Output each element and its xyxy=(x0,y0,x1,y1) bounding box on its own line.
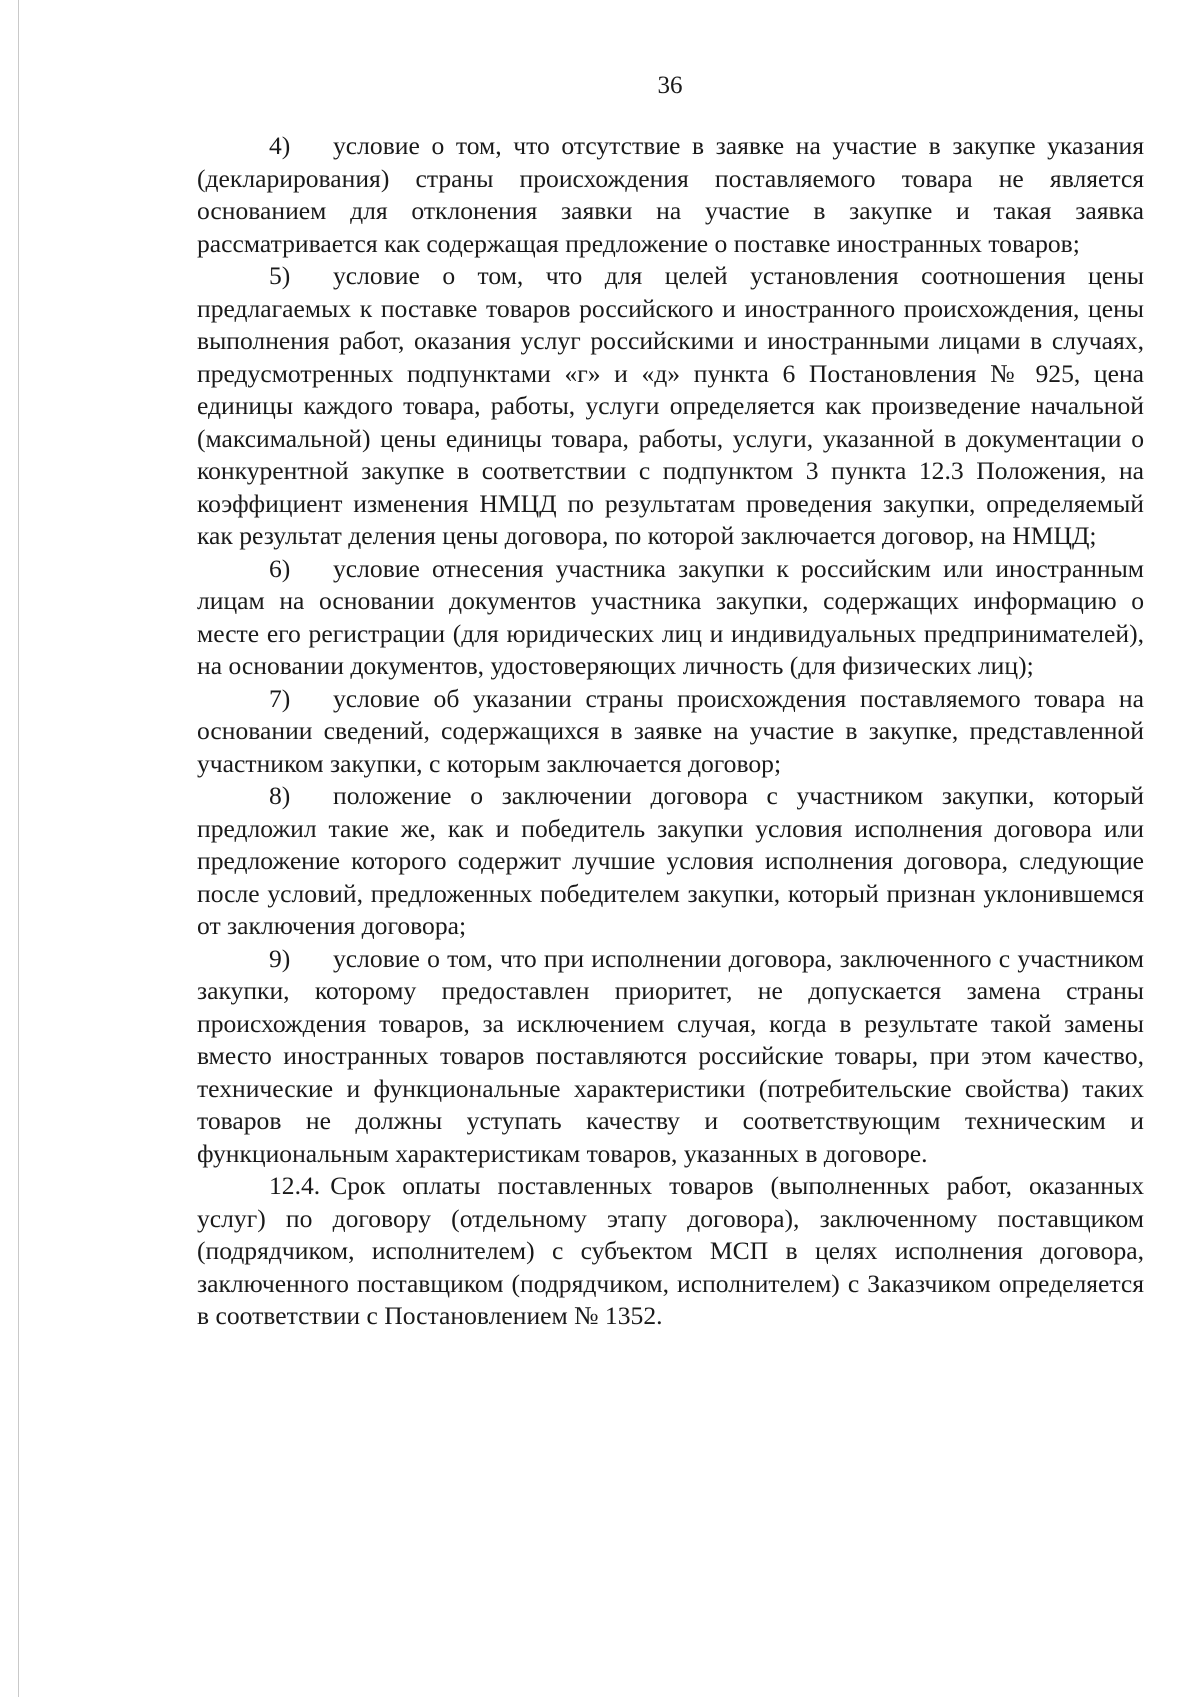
page-number: 36 xyxy=(657,72,683,99)
item-text: условие отнесения участника закупки к российским или иностранным лицам на основании документов участника закупки, содержащих информацию о месте его регистрации (для юридических лиц и индивидуальных предпринимателей), на основании документов, удостоверяющих личность (для физических лиц); xyxy=(197,553,1144,680)
item-text: условие о том, что отсутствие в заявке на участие в закупке указания (декларирования) страны происхождения поставляемого товара не является основанием для отклонения заявки на участие в закупке и такая заявка рассматривается как содержащая предложение о поставке иностранных товаров; xyxy=(197,131,1144,258)
item-text: условие о том, что при исполнении договора, заключенного с участником закупки, которому предоставлен приоритет, не допускается замена страны происхождения товаров, за исключением случая, когда в результате такой замены вместо иностранных товаров поставляются российские товары, при этом качество, технические и функциональные характеристики (потребительские свойства) таких товаров не должны уступать качеству и соответствующим техническим и функциональным характеристикам товаров, указанных в договоре. xyxy=(197,943,1144,1168)
item-number: 5) xyxy=(269,261,291,290)
list-item-5 xyxy=(197,260,1144,553)
item-text: положение о заключении договора с участником закупки, который предложил такие же, как и победитель закупки условия исполнения договора или предложение которого содержит лучшие условия исполнения договора, следующие после условий, предложенных победителем закупки, который признан уклонившемся от заключения договора; xyxy=(197,781,1144,940)
item-number: 9) xyxy=(269,943,291,973)
item-text: условие об указании страны происхождения поставляемого товара на основании сведений, содержащихся в заявке на участие в закупке, представленной участником закупки, с которым заключается договор; xyxy=(197,683,1144,778)
list-item-7 xyxy=(197,683,1144,781)
item-number: 6) xyxy=(269,553,291,583)
list-item-4 xyxy=(197,130,1144,260)
section-12-4 xyxy=(197,1170,1144,1333)
item-number: 8) xyxy=(269,781,291,810)
section-text: Срок оплаты поставленных товаров (выполненных работ, оказанных услуг) по договору (отдельному этапу договора), заключенному поставщиком (подрядчиком, исполнителем) с субъектом МСП в целях исполнения договора, заключенного поставщиком (подрядчиком, исполнителем) с Заказчиком определяется в соответствии с Постановлением № 1352. xyxy=(197,1171,1144,1330)
document-body xyxy=(197,130,1144,1333)
item-number: 4) xyxy=(269,131,291,160)
scan-left-edge-line xyxy=(18,0,19,1697)
section-number: 12.4. xyxy=(269,1171,321,1200)
item-number: 7) xyxy=(269,683,291,713)
list-item-6 xyxy=(197,553,1144,683)
list-item-9 xyxy=(197,943,1144,1171)
list-item-8 xyxy=(197,780,1144,943)
item-text: условие о том, что для целей установления соотношения цены предлагаемых к поставке товаров российского и иностранного происхождения, цены выполнения работ, оказания услуг российскими и иностранными лицами в случаях, предусмотренных подпунктами «г» и «д» пункта 6 Постановления № 925, цена единицы каждого товара, работы, услуги определяется как произведение начальной (максимальной) цены единицы товара, работы, услуги, указанной в документации о конкурентной закупке в соответствии с подпунктом 3 пункта 12.3 Положения, на коэффициент изменения НМЦД по результатам проведения закупки, определяемый как результат деления цены договора, по которой заключается договор, на НМЦД; xyxy=(197,261,1144,550)
